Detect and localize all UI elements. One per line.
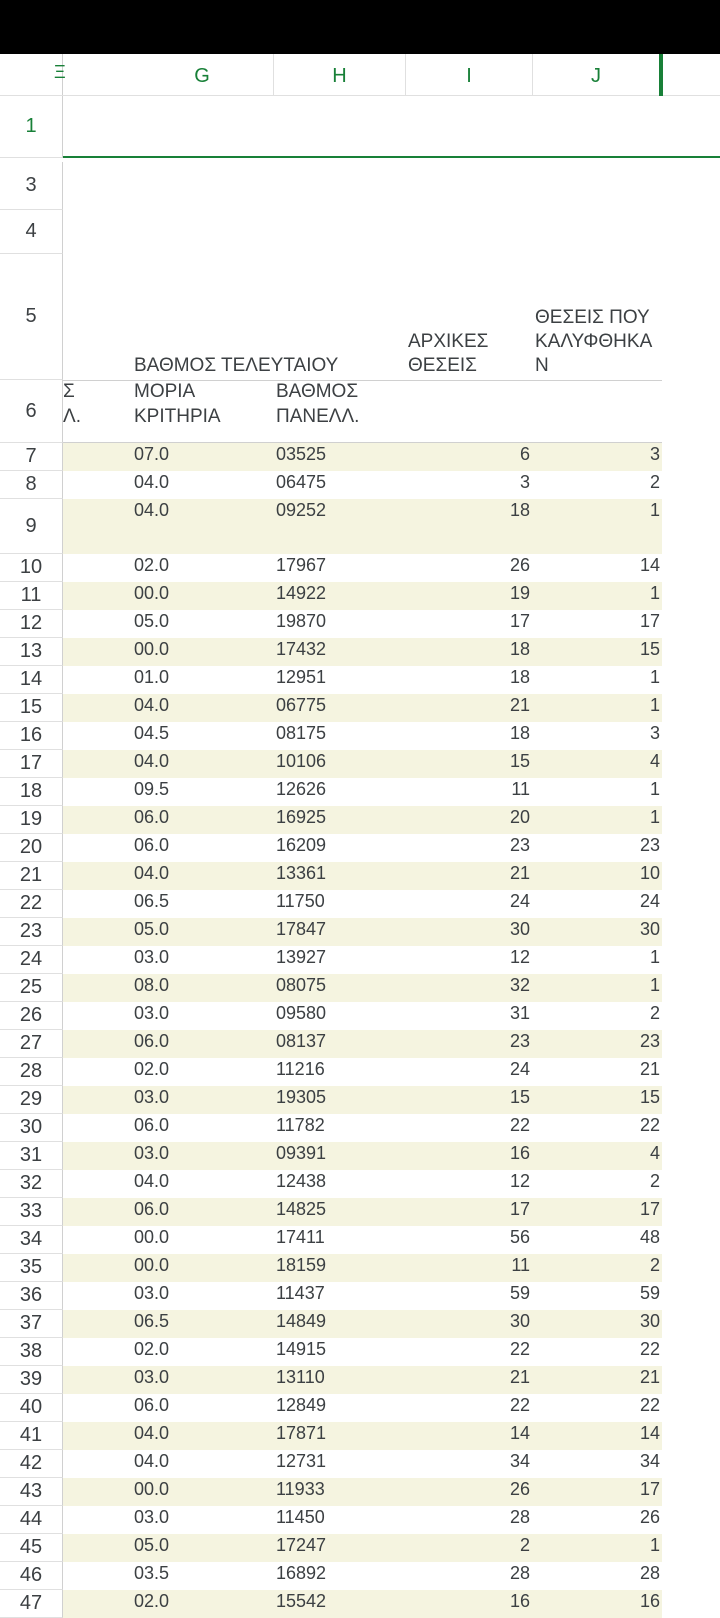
cell-panell-grade[interactable]: 14825 [276, 1199, 327, 1219]
cell-panell-grade[interactable]: 17247 [276, 1535, 327, 1555]
cell-filled-seats[interactable]: 1 [649, 667, 660, 687]
cell-panell-grade[interactable]: 08175 [276, 723, 327, 743]
cell-filled-seats[interactable]: 59 [639, 1283, 660, 1303]
cell-panell-grade[interactable]: 17411 [276, 1227, 325, 1247]
row-header[interactable]: 9 [0, 499, 63, 554]
cell-initial-seats[interactable]: 56 [509, 1227, 530, 1247]
cell-filled-seats[interactable]: 17 [639, 1199, 660, 1219]
cell-initial-seats[interactable]: 22 [509, 1115, 530, 1135]
column-header-i[interactable]: I [406, 54, 533, 95]
cell-initial-seats[interactable]: 31 [509, 1003, 530, 1023]
cell-panell-grade[interactable]: 12951 [276, 667, 327, 687]
cell-initial-seats[interactable]: 28 [509, 1507, 530, 1527]
cell-filled-seats[interactable]: 10 [639, 863, 660, 883]
cell-panell-grade[interactable]: 16892 [276, 1563, 327, 1583]
cell-filled-seats[interactable]: 23 [639, 835, 660, 855]
cell-panell-grade[interactable]: 13927 [276, 947, 327, 967]
status-bar [0, 0, 720, 54]
row-header[interactable]: 39 [0, 1366, 63, 1394]
cell-criteria[interactable]: 03.0 [134, 1087, 170, 1107]
cell-criteria[interactable]: 04.5 [134, 723, 170, 743]
cell-criteria[interactable]: 00.0 [134, 583, 170, 603]
cell-filled-seats[interactable]: 26 [639, 1507, 660, 1527]
row-header-4[interactable]: 4 [0, 210, 63, 254]
cell-filled-seats[interactable]: 1 [649, 583, 660, 603]
cell-criteria[interactable]: 03.0 [134, 1143, 170, 1163]
cell-filled-seats[interactable]: 48 [639, 1227, 660, 1247]
cell-initial-seats[interactable]: 18 [509, 723, 530, 743]
row-header[interactable]: 45 [0, 1534, 63, 1562]
row-header-6[interactable]: 6 [0, 380, 63, 443]
cell-panell-grade[interactable]: 12438 [276, 1171, 327, 1191]
row-header[interactable]: 37 [0, 1310, 63, 1338]
row-header[interactable]: 18 [0, 778, 63, 806]
cell-initial-seats[interactable]: 14 [509, 1423, 530, 1443]
cell-filled-seats[interactable]: 23 [639, 1031, 660, 1051]
cell-panell-grade[interactable]: 16925 [276, 807, 327, 827]
cell-criteria[interactable]: 04.0 [134, 863, 170, 883]
cell-filled-seats[interactable]: 14 [639, 555, 660, 575]
row-header-3[interactable]: 3 [0, 162, 63, 210]
cell-initial-seats[interactable]: 24 [509, 891, 530, 911]
cell-criteria[interactable]: 05.0 [134, 919, 170, 939]
cell-criteria[interactable]: 02.0 [134, 1059, 170, 1079]
cell-panell-grade[interactable]: 16209 [276, 835, 327, 855]
cell-filled-seats[interactable]: 16 [639, 1591, 660, 1611]
header-partial-col-line1: Σ [63, 381, 75, 402]
cell-criteria[interactable]: 08.0 [134, 975, 170, 995]
cell-panell-grade[interactable]: 17967 [276, 555, 327, 575]
cell-initial-seats[interactable]: 3 [519, 472, 530, 492]
cell-filled-seats[interactable]: 3 [649, 444, 660, 464]
cell-criteria[interactable]: 06.0 [134, 1031, 170, 1051]
column-header-h[interactable]: H [274, 54, 406, 95]
cell-panell-grade[interactable]: 10106 [276, 751, 327, 771]
cell-criteria[interactable]: 06.0 [134, 1395, 170, 1415]
header-criteria-line2: ΚΡΙΤΗΡΙΑ [134, 406, 221, 427]
cell-criteria[interactable]: 03.0 [134, 947, 170, 967]
row-header[interactable]: 28 [0, 1058, 63, 1086]
cell-criteria[interactable]: 01.0 [134, 667, 170, 687]
row-header[interactable]: 33 [0, 1198, 63, 1226]
cell-criteria[interactable]: 06.0 [134, 835, 170, 855]
cell-filled-seats[interactable]: 30 [639, 919, 660, 939]
row-header[interactable]: 30 [0, 1114, 63, 1142]
row-header[interactable]: 47 [0, 1590, 63, 1618]
row-header[interactable]: 42 [0, 1450, 63, 1478]
row-header[interactable]: 43 [0, 1478, 63, 1506]
cell-criteria[interactable]: 09.5 [134, 779, 170, 799]
cell-criteria[interactable]: 05.0 [134, 611, 170, 631]
cell-panell-grade[interactable]: 11750 [276, 891, 325, 911]
cell-panell-grade[interactable]: 13361 [276, 863, 327, 883]
cell-initial-seats[interactable]: 20 [509, 807, 530, 827]
cell-panell-grade[interactable]: 12626 [276, 779, 327, 799]
column-header-g[interactable]: G [131, 54, 274, 95]
row-header[interactable]: 8 [0, 471, 63, 499]
row-header[interactable]: 31 [0, 1142, 63, 1170]
cell-criteria[interactable]: 03.0 [134, 1003, 170, 1023]
row-header[interactable]: 10 [0, 554, 63, 582]
row-header[interactable]: 36 [0, 1282, 63, 1310]
row-header[interactable]: 29 [0, 1086, 63, 1114]
cell-filled-seats[interactable]: 2 [649, 1003, 660, 1023]
cell-initial-seats[interactable]: 23 [509, 835, 530, 855]
cell-initial-seats[interactable]: 11 [511, 1255, 530, 1275]
cell-criteria[interactable]: 03.0 [134, 1283, 170, 1303]
cell-panell-grade[interactable]: 11782 [276, 1115, 325, 1135]
cell-filled-seats[interactable]: 3 [649, 723, 660, 743]
cell-panell-grade[interactable]: 09580 [276, 1003, 327, 1023]
cell-criteria[interactable]: 04.0 [134, 1171, 170, 1191]
header-filled-seats-line3: Ν [535, 355, 549, 376]
cell-filled-seats[interactable]: 1 [649, 779, 660, 799]
cell-filled-seats[interactable]: 1 [649, 695, 660, 715]
cell-panell-grade[interactable]: 17871 [276, 1423, 327, 1443]
cell-initial-seats[interactable]: 30 [509, 1311, 530, 1331]
cell-panell-grade[interactable]: 09391 [276, 1143, 327, 1163]
row-header[interactable]: 13 [0, 638, 63, 666]
cell-initial-seats[interactable]: 21 [509, 695, 530, 715]
cell-criteria[interactable]: 03.0 [134, 1507, 170, 1527]
cell-initial-seats[interactable]: 21 [509, 863, 530, 883]
row-header[interactable]: 17 [0, 750, 63, 778]
cell-filled-seats[interactable]: 4 [649, 1143, 660, 1163]
cell-initial-seats[interactable]: 23 [509, 1031, 530, 1051]
cell-criteria[interactable]: 02.0 [134, 1591, 170, 1611]
column-header-bar [0, 54, 720, 96]
row-header-1[interactable]: 1 [0, 96, 63, 158]
cell-criteria[interactable]: 03.0 [134, 1367, 170, 1387]
header-initial-seats-line1: ΑΡΧΙΚΕΣ [408, 331, 489, 352]
row-header[interactable]: 14 [0, 666, 63, 694]
cell-initial-seats[interactable]: 34 [509, 1451, 530, 1471]
header-criteria-line1: ΜΟΡΙΑ [134, 381, 196, 402]
cell-initial-seats[interactable]: 11 [511, 779, 530, 799]
cell-initial-seats[interactable]: 22 [509, 1339, 530, 1359]
cell-filled-seats[interactable]: 15 [639, 1087, 660, 1107]
header-panell-line1: ΒΑΘΜΟΣ [276, 381, 359, 402]
cell-panell-grade[interactable]: 11437 [276, 1283, 325, 1303]
row-header[interactable]: 16 [0, 722, 63, 750]
header-filled-seats-line1: ΘΕΣΕΙΣ ΠΟΥ [535, 307, 650, 328]
cell-filled-seats[interactable]: 22 [639, 1395, 660, 1415]
cell-criteria[interactable]: 03.5 [134, 1563, 170, 1583]
cell-panell-grade[interactable]: 14849 [276, 1311, 327, 1331]
cell-initial-seats[interactable]: 12 [509, 1171, 530, 1191]
cell-initial-seats[interactable]: 16 [509, 1143, 530, 1163]
header-last-grade: ΒΑΘΜΟΣ ΤΕΛΕΥΤΑΙΟΥ [134, 355, 339, 376]
cell-criteria[interactable]: 00.0 [134, 639, 170, 659]
row-header[interactable]: 26 [0, 1002, 63, 1030]
row-header-5[interactable]: 5 [0, 254, 63, 380]
cell-initial-seats[interactable]: 18 [509, 500, 530, 520]
cell-criteria[interactable]: 06.5 [134, 1311, 170, 1331]
cell-criteria[interactable]: 04.0 [134, 751, 170, 771]
cell-panell-grade[interactable]: 11933 [276, 1479, 325, 1499]
cell-initial-seats[interactable]: 59 [509, 1283, 530, 1303]
header-initial-seats-line2: ΘΕΣΕΙΣ [408, 355, 477, 376]
cell-panell-grade[interactable]: 11450 [276, 1507, 325, 1527]
cell-panell-grade[interactable]: 12849 [276, 1395, 327, 1415]
row-header[interactable]: 21 [0, 862, 63, 890]
cell-criteria[interactable]: 04.0 [134, 1451, 170, 1471]
cell-filled-seats[interactable]: 30 [639, 1311, 660, 1331]
cell-panell-grade[interactable]: 18159 [276, 1255, 327, 1275]
cell-filled-seats[interactable]: 1 [649, 975, 660, 995]
header-filled-seats-line2: ΚΑΛΥΦΘΗΚΑ [535, 331, 653, 352]
cell-filled-seats[interactable]: 1 [649, 947, 660, 967]
cell-criteria[interactable]: 00.0 [134, 1227, 170, 1247]
header-panell-line2: ΠΑΝΕΛΛ. [276, 406, 360, 427]
cell-criteria[interactable]: 07.0 [134, 444, 170, 464]
cell-criteria[interactable]: 06.0 [134, 807, 170, 827]
cell-initial-seats[interactable]: 32 [509, 975, 530, 995]
cell-initial-seats[interactable]: 18 [509, 667, 530, 687]
cell-filled-seats[interactable]: 24 [639, 891, 660, 911]
row-header[interactable]: 11 [0, 582, 63, 610]
cell-initial-seats[interactable]: 21 [509, 1367, 530, 1387]
cell-initial-seats[interactable]: 26 [509, 555, 530, 575]
cell-panell-grade[interactable]: 19305 [276, 1087, 327, 1107]
cell-criteria[interactable]: 00.0 [134, 1255, 170, 1275]
cell-filled-seats[interactable]: 1 [649, 500, 660, 520]
row-header[interactable]: 41 [0, 1422, 63, 1450]
cell-filled-seats[interactable]: 17 [639, 611, 660, 631]
cell-initial-seats[interactable]: 15 [509, 751, 530, 771]
cell-filled-seats[interactable]: 22 [639, 1339, 660, 1359]
cell-panell-grade[interactable]: 06475 [276, 472, 327, 492]
cell-filled-seats[interactable]: 28 [639, 1563, 660, 1583]
cell-criteria[interactable]: 02.0 [134, 555, 170, 575]
cell-initial-seats[interactable]: 12 [509, 947, 530, 967]
cell-filled-seats[interactable]: 1 [649, 1535, 660, 1555]
cell-initial-seats[interactable]: 17 [509, 1199, 530, 1219]
cell-filled-seats[interactable]: 1 [649, 807, 660, 827]
cell-panell-grade[interactable]: 08075 [276, 975, 327, 995]
cell-initial-seats[interactable]: 18 [509, 639, 530, 659]
header-partial-col-line2: Λ. [63, 406, 81, 427]
row-header[interactable]: 15 [0, 694, 63, 722]
row-header[interactable]: 12 [0, 610, 63, 638]
cell-panell-grade[interactable]: 17847 [276, 919, 327, 939]
row-header[interactable]: 20 [0, 834, 63, 862]
row-header[interactable]: 27 [0, 1030, 63, 1058]
cell-criteria[interactable]: 06.0 [134, 1115, 170, 1135]
row-header[interactable]: 7 [0, 443, 63, 471]
cell-filled-seats[interactable]: 17 [639, 1479, 660, 1499]
cell-initial-seats[interactable]: 16 [509, 1591, 530, 1611]
cell-criteria[interactable]: 05.0 [134, 1535, 170, 1555]
cell-filled-seats[interactable]: 34 [639, 1451, 660, 1471]
column-freeze-handle[interactable] [659, 54, 663, 96]
row-header[interactable]: 46 [0, 1562, 63, 1590]
row-header[interactable]: 19 [0, 806, 63, 834]
cell-panell-grade[interactable]: 14915 [276, 1339, 327, 1359]
cell-filled-seats[interactable]: 21 [639, 1059, 660, 1079]
cell-criteria[interactable]: 04.0 [134, 695, 170, 715]
row-freeze-line[interactable] [63, 156, 720, 158]
cell-criteria[interactable]: 00.0 [134, 1479, 170, 1499]
cell-initial-seats[interactable]: 30 [509, 919, 530, 939]
cell-filled-seats[interactable]: 2 [649, 1255, 660, 1275]
cell-panell-grade[interactable]: 17432 [276, 639, 327, 659]
cell-filled-seats[interactable]: 21 [639, 1367, 660, 1387]
cell-initial-seats[interactable]: 6 [519, 444, 530, 464]
cell-criteria[interactable]: 04.0 [134, 1423, 170, 1443]
cell-panell-grade[interactable]: 09252 [276, 500, 327, 520]
row-header[interactable]: 34 [0, 1226, 63, 1254]
cell-initial-seats[interactable]: 22 [509, 1395, 530, 1415]
cell-initial-seats[interactable]: 17 [509, 611, 530, 631]
cell-criteria[interactable]: 02.0 [134, 1339, 170, 1359]
cell-filled-seats[interactable]: 2 [649, 1171, 660, 1191]
cell-initial-seats[interactable]: 28 [509, 1563, 530, 1583]
row-header[interactable]: 35 [0, 1254, 63, 1282]
row-header[interactable]: 22 [0, 890, 63, 918]
cell-panell-grade[interactable]: 03525 [276, 444, 327, 464]
cell-initial-seats[interactable]: 15 [509, 1087, 530, 1107]
cell-filled-seats[interactable]: 2 [649, 472, 660, 492]
cell-panell-grade[interactable]: 06775 [276, 695, 327, 715]
cell-criteria[interactable]: 06.5 [134, 891, 170, 911]
row-header[interactable]: 40 [0, 1394, 63, 1422]
cell-initial-seats[interactable]: 24 [509, 1059, 530, 1079]
cell-initial-seats[interactable]: 2 [519, 1535, 530, 1555]
cell-filled-seats[interactable]: 22 [639, 1115, 660, 1135]
cell-filled-seats[interactable]: 14 [639, 1423, 660, 1443]
cell-panell-grade[interactable]: 15542 [276, 1591, 327, 1611]
cell-panell-grade[interactable]: 12731 [276, 1451, 327, 1471]
cell-criteria[interactable]: 06.0 [134, 1199, 170, 1219]
cell-panell-grade[interactable]: 19870 [276, 611, 327, 631]
cell-panell-grade[interactable]: 14922 [276, 583, 327, 603]
row-header[interactable]: 44 [0, 1506, 63, 1534]
row-header[interactable]: 25 [0, 974, 63, 1002]
column-header-f-partial[interactable]: Ξ [54, 62, 66, 82]
row-header[interactable]: 38 [0, 1338, 63, 1366]
row-header[interactable]: 24 [0, 946, 63, 974]
cell-criteria[interactable]: 04.0 [134, 500, 170, 520]
cell-filled-seats[interactable]: 4 [649, 751, 660, 771]
select-all-corner[interactable] [0, 54, 66, 95]
cell-criteria[interactable]: 04.0 [134, 472, 170, 492]
cell-filled-seats[interactable]: 15 [639, 639, 660, 659]
row-header[interactable]: 23 [0, 918, 63, 946]
column-header-j[interactable]: J [591, 65, 601, 87]
cell-initial-seats[interactable]: 26 [509, 1479, 530, 1499]
row-header[interactable]: 32 [0, 1170, 63, 1198]
cell-initial-seats[interactable]: 19 [509, 583, 530, 603]
cell-panell-grade[interactable]: 13110 [276, 1367, 325, 1387]
cell-panell-grade[interactable]: 11216 [276, 1059, 325, 1079]
cell-panell-grade[interactable]: 08137 [276, 1031, 327, 1051]
